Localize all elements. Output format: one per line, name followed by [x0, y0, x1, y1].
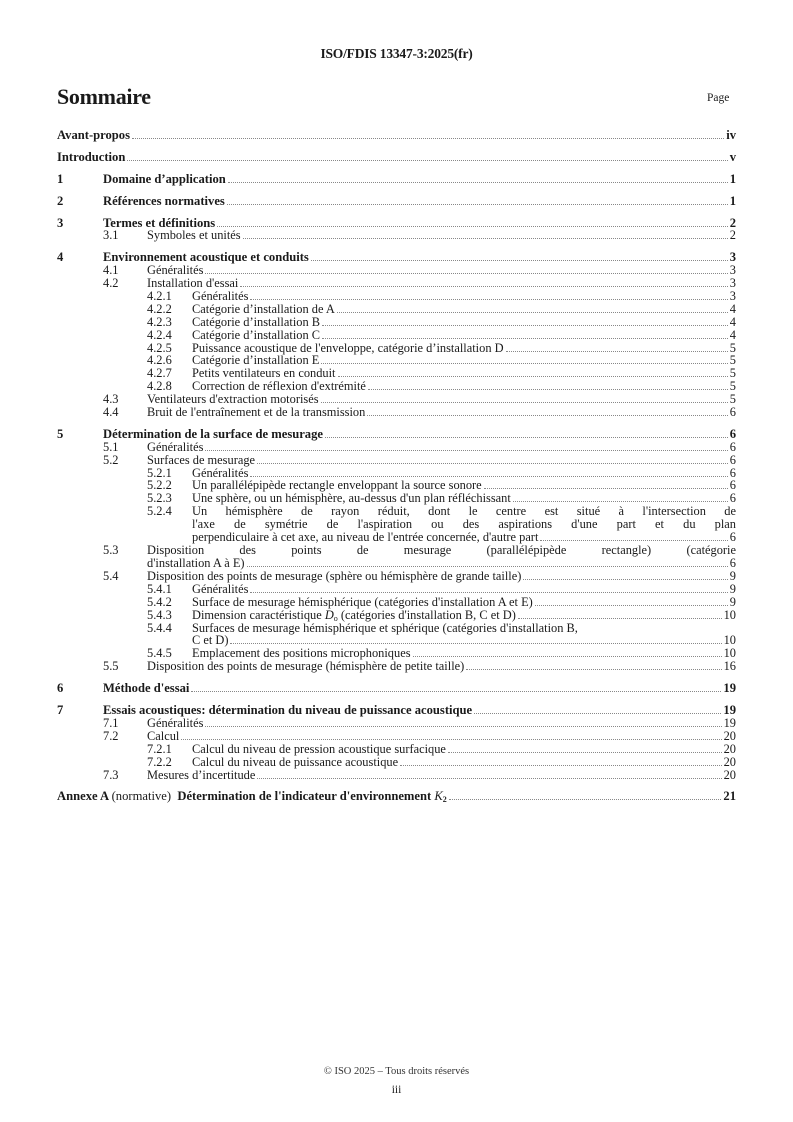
dot-leader	[228, 181, 728, 183]
toc-entry-page: 10	[723, 607, 736, 622]
page-column-label: Page	[707, 92, 730, 104]
toc-entry-4-2-4[interactable]	[57, 329, 736, 342]
toc-entry-page: 20	[723, 767, 736, 782]
toc-entry-title: Domaine d’application	[103, 171, 226, 186]
dot-leader	[217, 225, 728, 227]
toc-entry-5-4-3[interactable]	[57, 609, 736, 622]
toc-entry-title: Généralités	[192, 581, 249, 596]
toc-entry-title: Généralités	[192, 289, 249, 304]
table-of-contents	[57, 129, 736, 803]
toc-entry-5-2[interactable]	[57, 454, 736, 467]
dot-leader	[484, 487, 728, 489]
toc-entry-4-2-2[interactable]	[57, 303, 736, 316]
toc-entry-page: 20	[723, 728, 736, 743]
toc-entry-title	[57, 790, 447, 807]
toc-entry-number: 7.2.1	[147, 741, 172, 756]
toc-entry-1[interactable]	[57, 173, 736, 186]
toc-entry-number: 5.4.3	[147, 607, 172, 622]
toc-entry-number: 5.4.2	[147, 594, 172, 609]
toc-entry-page: 3	[729, 289, 736, 304]
toc-entry-title: Catégorie d’installation de A	[192, 301, 335, 316]
dot-leader	[127, 159, 727, 161]
toc-entry-title: Généralités	[192, 465, 249, 480]
toc-entry-7-2[interactable]	[57, 730, 736, 743]
toc-entry-title	[192, 609, 516, 626]
toc-entry-title: Surface de mesurage hémisphérique (catégories d'installation A et E)	[192, 594, 533, 609]
toc-entry-title-line: Surfaces de mesurage hémisphérique et sphérique (catégories d'installation B,	[192, 620, 578, 635]
toc-entry-title: Généralités	[147, 716, 204, 731]
toc-entry-title: Surfaces de mesurage	[147, 452, 256, 467]
dot-leader	[250, 591, 727, 593]
toc-entry-title: Petits ventilateurs en conduit	[192, 366, 336, 381]
dot-leader	[240, 285, 727, 287]
toc-entry-page: 5	[729, 379, 736, 394]
symbol-subscript: 2	[442, 795, 447, 805]
dot-leader	[367, 414, 727, 416]
dot-leader	[257, 777, 721, 779]
toc-entry-5-2-4[interactable]	[57, 505, 736, 544]
toc-entry-title: Catégorie d’installation E	[192, 353, 320, 368]
toc-entry-number: 5.2.1	[147, 465, 172, 480]
dot-leader	[321, 401, 728, 403]
dot-leader	[181, 738, 721, 740]
toc-entry-page: 21	[723, 789, 736, 804]
toc-entry-number: 7.3	[103, 767, 119, 782]
copyright-footer: © ISO 2025 – Tous droits réservés	[323, 1066, 470, 1077]
toc-entry-title: Correction de réflexion d'extrémité	[192, 379, 366, 394]
toc-entry-page: 9	[729, 581, 736, 596]
toc-entry-number: 3	[57, 215, 64, 230]
toc-entry-number: 4.2.2	[147, 301, 172, 316]
toc-entry-number: 5.3	[103, 543, 119, 558]
title-prefix: Dimension caractéristique	[192, 607, 325, 622]
toc-entry-number: 4.2.4	[147, 327, 172, 342]
toc-entry-page: 3	[729, 276, 736, 291]
toc-entry-page: 4	[729, 301, 736, 316]
page-number: iii	[391, 1084, 402, 1096]
dot-leader	[205, 449, 727, 451]
toc-entry-page: 6	[729, 452, 736, 467]
dot-leader	[448, 751, 722, 753]
dot-leader	[321, 362, 727, 364]
toc-entry-page: 10	[723, 633, 736, 648]
toc-entry-title: Références normatives	[103, 193, 225, 208]
toc-entry-title-line: Un hémisphère de rayon réduit, dont le centre est situé à l'intersection de	[192, 504, 736, 519]
toc-entry-title: Calcul	[147, 728, 180, 743]
toc-entry-number: 4.4	[103, 405, 119, 420]
dot-leader	[523, 578, 727, 580]
toc-entry-title: Calcul du niveau de puissance acoustique	[192, 754, 399, 769]
toc-entry-page: v	[729, 149, 736, 164]
toc-entry-title: Installation d'essai	[147, 276, 239, 291]
toc-entry-page: 20	[723, 754, 736, 769]
toc-entry-title: Disposition des points de mesurage (hémisphère de petite taille)	[147, 659, 465, 674]
toc-entry-avant-propos[interactable]	[57, 129, 736, 142]
title-suffix: (catégories d'installation B, C et D)	[337, 607, 516, 622]
toc-entry-number: 5.2.4	[147, 504, 172, 519]
symbol: K	[434, 789, 443, 804]
dot-leader	[513, 500, 728, 502]
dot-leader	[257, 462, 728, 464]
toc-entry-title: Un parallélépipède rectangle enveloppant la source sonore	[192, 478, 482, 493]
toc-entry-page: 16	[723, 659, 736, 674]
toc-entry-number: 5.5	[103, 659, 119, 674]
toc-entry-page: 20	[723, 741, 736, 756]
toc-entry-page: 19	[723, 703, 736, 718]
toc-entry-title-line: d'installation A à E)	[147, 555, 245, 570]
toc-entry-number: 4.2	[103, 276, 119, 291]
toc-entry-page: 3	[729, 250, 736, 265]
dot-leader	[132, 137, 724, 139]
dot-leader	[227, 203, 728, 205]
toc-entry-title: Puissance acoustique de l'enveloppe, catégorie d’installation D	[192, 340, 504, 355]
toc-entry-number: 7.2	[103, 728, 119, 743]
toc-entry-number: 6	[57, 681, 64, 696]
toc-entry-title-line: C et D)	[192, 633, 229, 648]
toc-entry-title: Catégorie d’installation C	[192, 327, 321, 342]
dot-leader	[311, 259, 728, 261]
toc-entry-page: 10	[723, 646, 736, 661]
symbol: D	[324, 607, 334, 622]
toc-entry-page: 9	[729, 594, 736, 609]
dot-leader	[322, 337, 728, 339]
toc-entry-page: 3	[729, 263, 736, 278]
annex-type: (normative)	[111, 789, 172, 804]
dot-leader	[338, 375, 728, 377]
toc-entry-title-line: Disposition des points de mesurage (parallélépipède rectangle) (catégorie	[147, 543, 736, 558]
dot-leader	[243, 237, 728, 239]
toc-entry-number: 2	[57, 193, 64, 208]
toc-entry-4-2-3[interactable]	[57, 316, 736, 329]
toc-entry-number: 4.2.8	[147, 379, 172, 394]
dot-leader	[400, 764, 722, 766]
toc-entry-page: 4	[729, 327, 736, 342]
toc-entry-page: 6	[729, 439, 736, 454]
toc-entry-number: 7.1	[103, 716, 119, 731]
dot-leader	[191, 690, 721, 692]
toc-entry-5-4[interactable]	[57, 570, 736, 583]
toc-entry-number: 1	[57, 171, 64, 186]
toc-entry-2[interactable]	[57, 195, 736, 208]
toc-entry-title: Bruit de l'entraînement et de la transmission	[147, 405, 366, 420]
dot-leader	[325, 436, 728, 438]
dot-leader	[535, 604, 728, 606]
toc-entry-title: Calcul du niveau de pression acoustique surfacique	[192, 741, 446, 756]
toc-entry-number: 5.4.4	[147, 620, 172, 635]
toc-entry-title-line: l'axe de symétrie de l'aspiration ou des aspirations d'une part et du plan	[192, 517, 736, 532]
toc-entry-6[interactable]	[57, 682, 736, 695]
dot-leader	[413, 655, 722, 657]
toc-entry-page: 1	[729, 193, 736, 208]
toc-entry-5-4-1[interactable]	[57, 583, 736, 596]
dot-leader	[337, 311, 728, 313]
dot-leader	[540, 539, 727, 541]
toc-entry-title: Symboles et unités	[147, 228, 241, 243]
toc-entry-title: Méthode d'essai	[103, 681, 190, 696]
toc-entry-5-1[interactable]	[57, 441, 736, 454]
toc-entry-title: Catégorie d’installation B	[192, 314, 321, 329]
toc-entry-page: 2	[729, 228, 736, 243]
toc-entry-number: 5.1	[103, 439, 119, 454]
dot-leader	[506, 350, 728, 352]
toc-entry-page: 5	[729, 340, 736, 355]
toc-entry-page: 5	[729, 353, 736, 368]
toc-entry-page: 6	[729, 530, 736, 545]
dot-leader	[322, 324, 728, 326]
toc-entry-page: 19	[723, 716, 736, 731]
toc-entry-number: 4	[57, 250, 64, 265]
toc-entry-number: 4.2.7	[147, 366, 172, 381]
toc-entry-title: Introduction	[57, 149, 126, 164]
dot-leader	[205, 725, 721, 727]
toc-entry-title: Généralités	[147, 263, 204, 278]
toc-entry-page: 6	[729, 555, 736, 570]
toc-entry-4-2-1[interactable]	[57, 290, 736, 303]
dot-leader	[518, 617, 722, 619]
toc-entry-page: 6	[729, 478, 736, 493]
toc-entry-4-4[interactable]	[57, 406, 736, 419]
toc-entry-page: 6	[729, 405, 736, 420]
dot-leader	[247, 565, 728, 567]
annex-label: Annexe A	[57, 789, 109, 804]
toc-entry-number: 5.2.2	[147, 478, 172, 493]
toc-entry-title-line: perpendiculaire à cet axe, au niveau de l'entrée concernée, d'autre part	[192, 530, 539, 545]
toc-entry-number: 5.4	[103, 568, 119, 583]
toc-entry-5-3[interactable]	[57, 544, 736, 570]
dot-leader	[230, 642, 721, 644]
toc-entry-7-2-1[interactable]	[57, 743, 736, 756]
toc-entry-number: 4.2.5	[147, 340, 172, 355]
toc-entry-5-2-3[interactable]	[57, 492, 736, 505]
toc-entry-number: 7.2.2	[147, 754, 172, 769]
dot-leader	[449, 798, 722, 800]
toc-entry-7-1[interactable]	[57, 717, 736, 730]
toc-entry-introduction[interactable]	[57, 151, 736, 164]
toc-entry-page: 5	[729, 366, 736, 381]
toc-entry-page: 19	[723, 681, 736, 696]
toc-entry-title: Ventilateurs d'extraction motorisés	[147, 392, 319, 407]
toc-entry-number: 5.2	[103, 452, 119, 467]
document-id: ISO/FDIS 13347-3:2025(fr)	[320, 46, 473, 61]
toc-entry-page: iv	[726, 128, 736, 142]
toc-entry-title: Disposition des points de mesurage (sphère ou hémisphère de grande taille)	[147, 568, 522, 583]
toc-entry-number: 5.2.3	[147, 491, 172, 506]
symbol-subscript: o	[333, 613, 338, 623]
toc-entry-number: 4.2.3	[147, 314, 172, 329]
toc-entry-title: Termes et définitions	[103, 215, 216, 230]
dot-leader	[474, 712, 721, 714]
page-title: Sommaire	[57, 84, 151, 109]
toc-entry-title: Essais acoustiques: détermination du niveau de puissance acoustique	[103, 703, 473, 718]
toc-entry-title: Détermination de la surface de mesurage	[103, 426, 323, 441]
toc-entry-number: 5.4.5	[147, 646, 172, 661]
toc-entry-title: Généralités	[147, 439, 204, 454]
toc-entry-page: 6	[729, 465, 736, 480]
toc-entry-title: Une sphère, ou un hémisphère, au-dessus d'un plan réfléchissant	[192, 491, 511, 506]
dot-leader	[205, 272, 727, 274]
toc-entry-5[interactable]	[57, 428, 736, 441]
toc-entry-number: 3.1	[103, 228, 119, 243]
toc-entry-7-2-2[interactable]	[57, 756, 736, 769]
toc-entry-page: 2	[729, 215, 736, 230]
toc-entry-number: 4.1	[103, 263, 119, 278]
toc-entry-3-1[interactable]	[57, 229, 736, 242]
toc-entry-number: 5	[57, 426, 64, 441]
toc-entry-number: 4.2.1	[147, 289, 172, 304]
toc-entry-annex-a[interactable]	[57, 790, 736, 803]
toc-entry-page: 5	[729, 392, 736, 407]
toc-entry-page: 1	[729, 171, 736, 186]
toc-entry-number: 4.3	[103, 392, 119, 407]
toc-entry-page: 9	[729, 568, 736, 583]
toc-entry-7-3[interactable]	[57, 769, 736, 782]
dot-leader	[250, 475, 727, 477]
toc-entry-number: 7	[57, 703, 64, 718]
annex-title: Détermination de l'indicateur d'environnement	[177, 789, 435, 804]
toc-entry-page: 6	[729, 426, 736, 441]
toc-entry-number: 4.2.6	[147, 353, 172, 368]
toc-entry-title: Environnement acoustique et conduits	[103, 250, 309, 265]
toc-entry-title: Emplacement des positions microphoniques	[192, 646, 411, 661]
toc-entry-title: Avant-propos	[57, 128, 131, 142]
dot-leader	[368, 388, 728, 390]
toc-entry-title: Mesures d’incertitude	[147, 767, 256, 782]
dot-leader	[466, 668, 721, 670]
toc-entry-number: 5.4.1	[147, 581, 172, 596]
toc-entry-page: 4	[729, 314, 736, 329]
toc-entry-page: 6	[729, 491, 736, 506]
toc-entry-5-5[interactable]	[57, 660, 736, 673]
dot-leader	[250, 298, 727, 300]
